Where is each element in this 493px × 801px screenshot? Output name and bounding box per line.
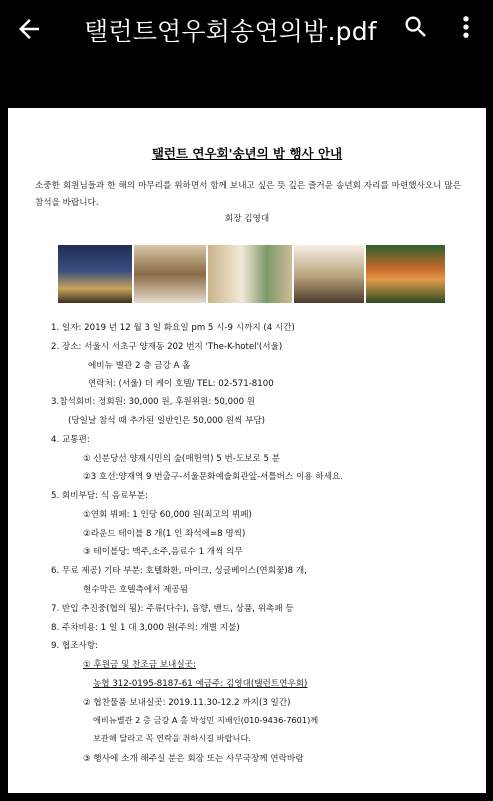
item-7-bring: 7. 반입 추진중(협의 됨): 주류(다수), 음향, 밴드, 상품, 위촉패 등 bbox=[51, 604, 294, 614]
cost-drinks: ③ 테이블당: 맥주,소주,음료수 1 개씩 의무 bbox=[83, 547, 243, 557]
item-4-transport: 4. 교통편: bbox=[51, 435, 90, 445]
back-arrow-icon[interactable] bbox=[14, 14, 44, 44]
sponsorship-contact: 에비뉴별관 2 층 금강 A 홀 박성민 지배인(010-9436-7601)께 bbox=[93, 715, 319, 725]
banquet-hall-photo bbox=[134, 245, 206, 303]
hotel-photo-strip bbox=[58, 245, 445, 303]
bank-account: 농협 312-0195-8187-61 예금주: 김영대(탤런트연우회) bbox=[93, 679, 308, 689]
venue-contact: 연락처: (서울) 더 케이 호텔/ TEL: 02-571-8100 bbox=[88, 379, 274, 389]
intro-paragraph: 소중한 회원님들과 한 해의 마무리를 위하면서 함께 보내고 싶은 뜻 깊은 즐거운 송년회 자리를 마련했사오니 많은 참석을 바랍니다. bbox=[35, 181, 461, 208]
item-5-cost: 5. 회비부담: 식 음료부분: bbox=[51, 491, 148, 501]
transport-option-1: ① 신분당선 양재시민의 숲(매헌역) 5 번-도보로 5 분 bbox=[83, 454, 280, 464]
restaurant-photo bbox=[294, 245, 364, 303]
notice-title: 탤런트 연우회'송년의 밤 행사 안내 bbox=[151, 146, 343, 161]
transport-option-2: ②3 호선:양재역 9 번출구-서울문화예술회관앞-셔틀버스 이용 하세요. bbox=[83, 472, 343, 482]
item-9-cooperation: 9. 협조사항: bbox=[51, 641, 99, 651]
donation-header: ① 후원금 및 찬조금 보내실곳: bbox=[83, 660, 196, 670]
hotel-exterior-photo bbox=[58, 245, 132, 303]
sponsorship-header: ② 협찬물품 보내실곳: 2019.11.30-12.2 까지(3 일간) bbox=[83, 698, 291, 708]
free-banner: 현수막은 호텔측에서 제공됨 bbox=[83, 585, 189, 595]
introduction-note: ③ 행사에 소개 해주실 분은 회장 또는 사무국장께 연락바람 bbox=[83, 754, 304, 764]
item-8-parking: 8. 주차비용: 1 일 1 대 3,000 원(주의: 개별 지불) bbox=[51, 623, 240, 633]
search-icon[interactable] bbox=[402, 13, 430, 41]
sponsorship-note: 보관해 달라고 꼭 연락을 취하시길 바랍니다. bbox=[93, 733, 251, 743]
item-3-fee: 3.참석회비: 정회원: 30,000 원, 후원위원: 50,000 원 bbox=[51, 397, 256, 407]
item-6-free: 6. 무료 제공) 기타 부분: 호텔화환, 마이크, 싱글베이스(연회꽃)8 개, bbox=[51, 566, 307, 576]
more-vert-icon[interactable] bbox=[456, 13, 476, 41]
cost-tables: ②라운드 테이블 8 개(1 인 좌석에=8 명씩) bbox=[83, 529, 246, 539]
item-1-date: 1. 일자: 2019 년 12 월 3 일 화요일 pm 5 시-9 시까지 (4 시간) bbox=[51, 323, 295, 333]
presenter: 회장 김영대 bbox=[224, 214, 270, 224]
item-2-venue: 2. 장소: 서울시 서초구 양재동 202 번지 'The-K-hotel'(서울) bbox=[51, 342, 283, 352]
pdf-page[interactable] bbox=[8, 108, 486, 793]
venue-hall: 에비뉴 별관 2 층 금강 A 홀 bbox=[88, 361, 191, 371]
lobby-photo bbox=[208, 245, 292, 303]
terrace-photo bbox=[366, 245, 445, 303]
document-title: 탤런트연우회송연의밤.pdf bbox=[84, 17, 377, 46]
fee-note: (당일날 참석 때 추가된 일반인은 50,000 원씩 부담) bbox=[68, 416, 266, 426]
app-bar bbox=[0, 0, 493, 58]
cost-buffet: ①연회 뷔페: 1 인당 60,000 원(최고의 뷔페) bbox=[83, 510, 252, 520]
